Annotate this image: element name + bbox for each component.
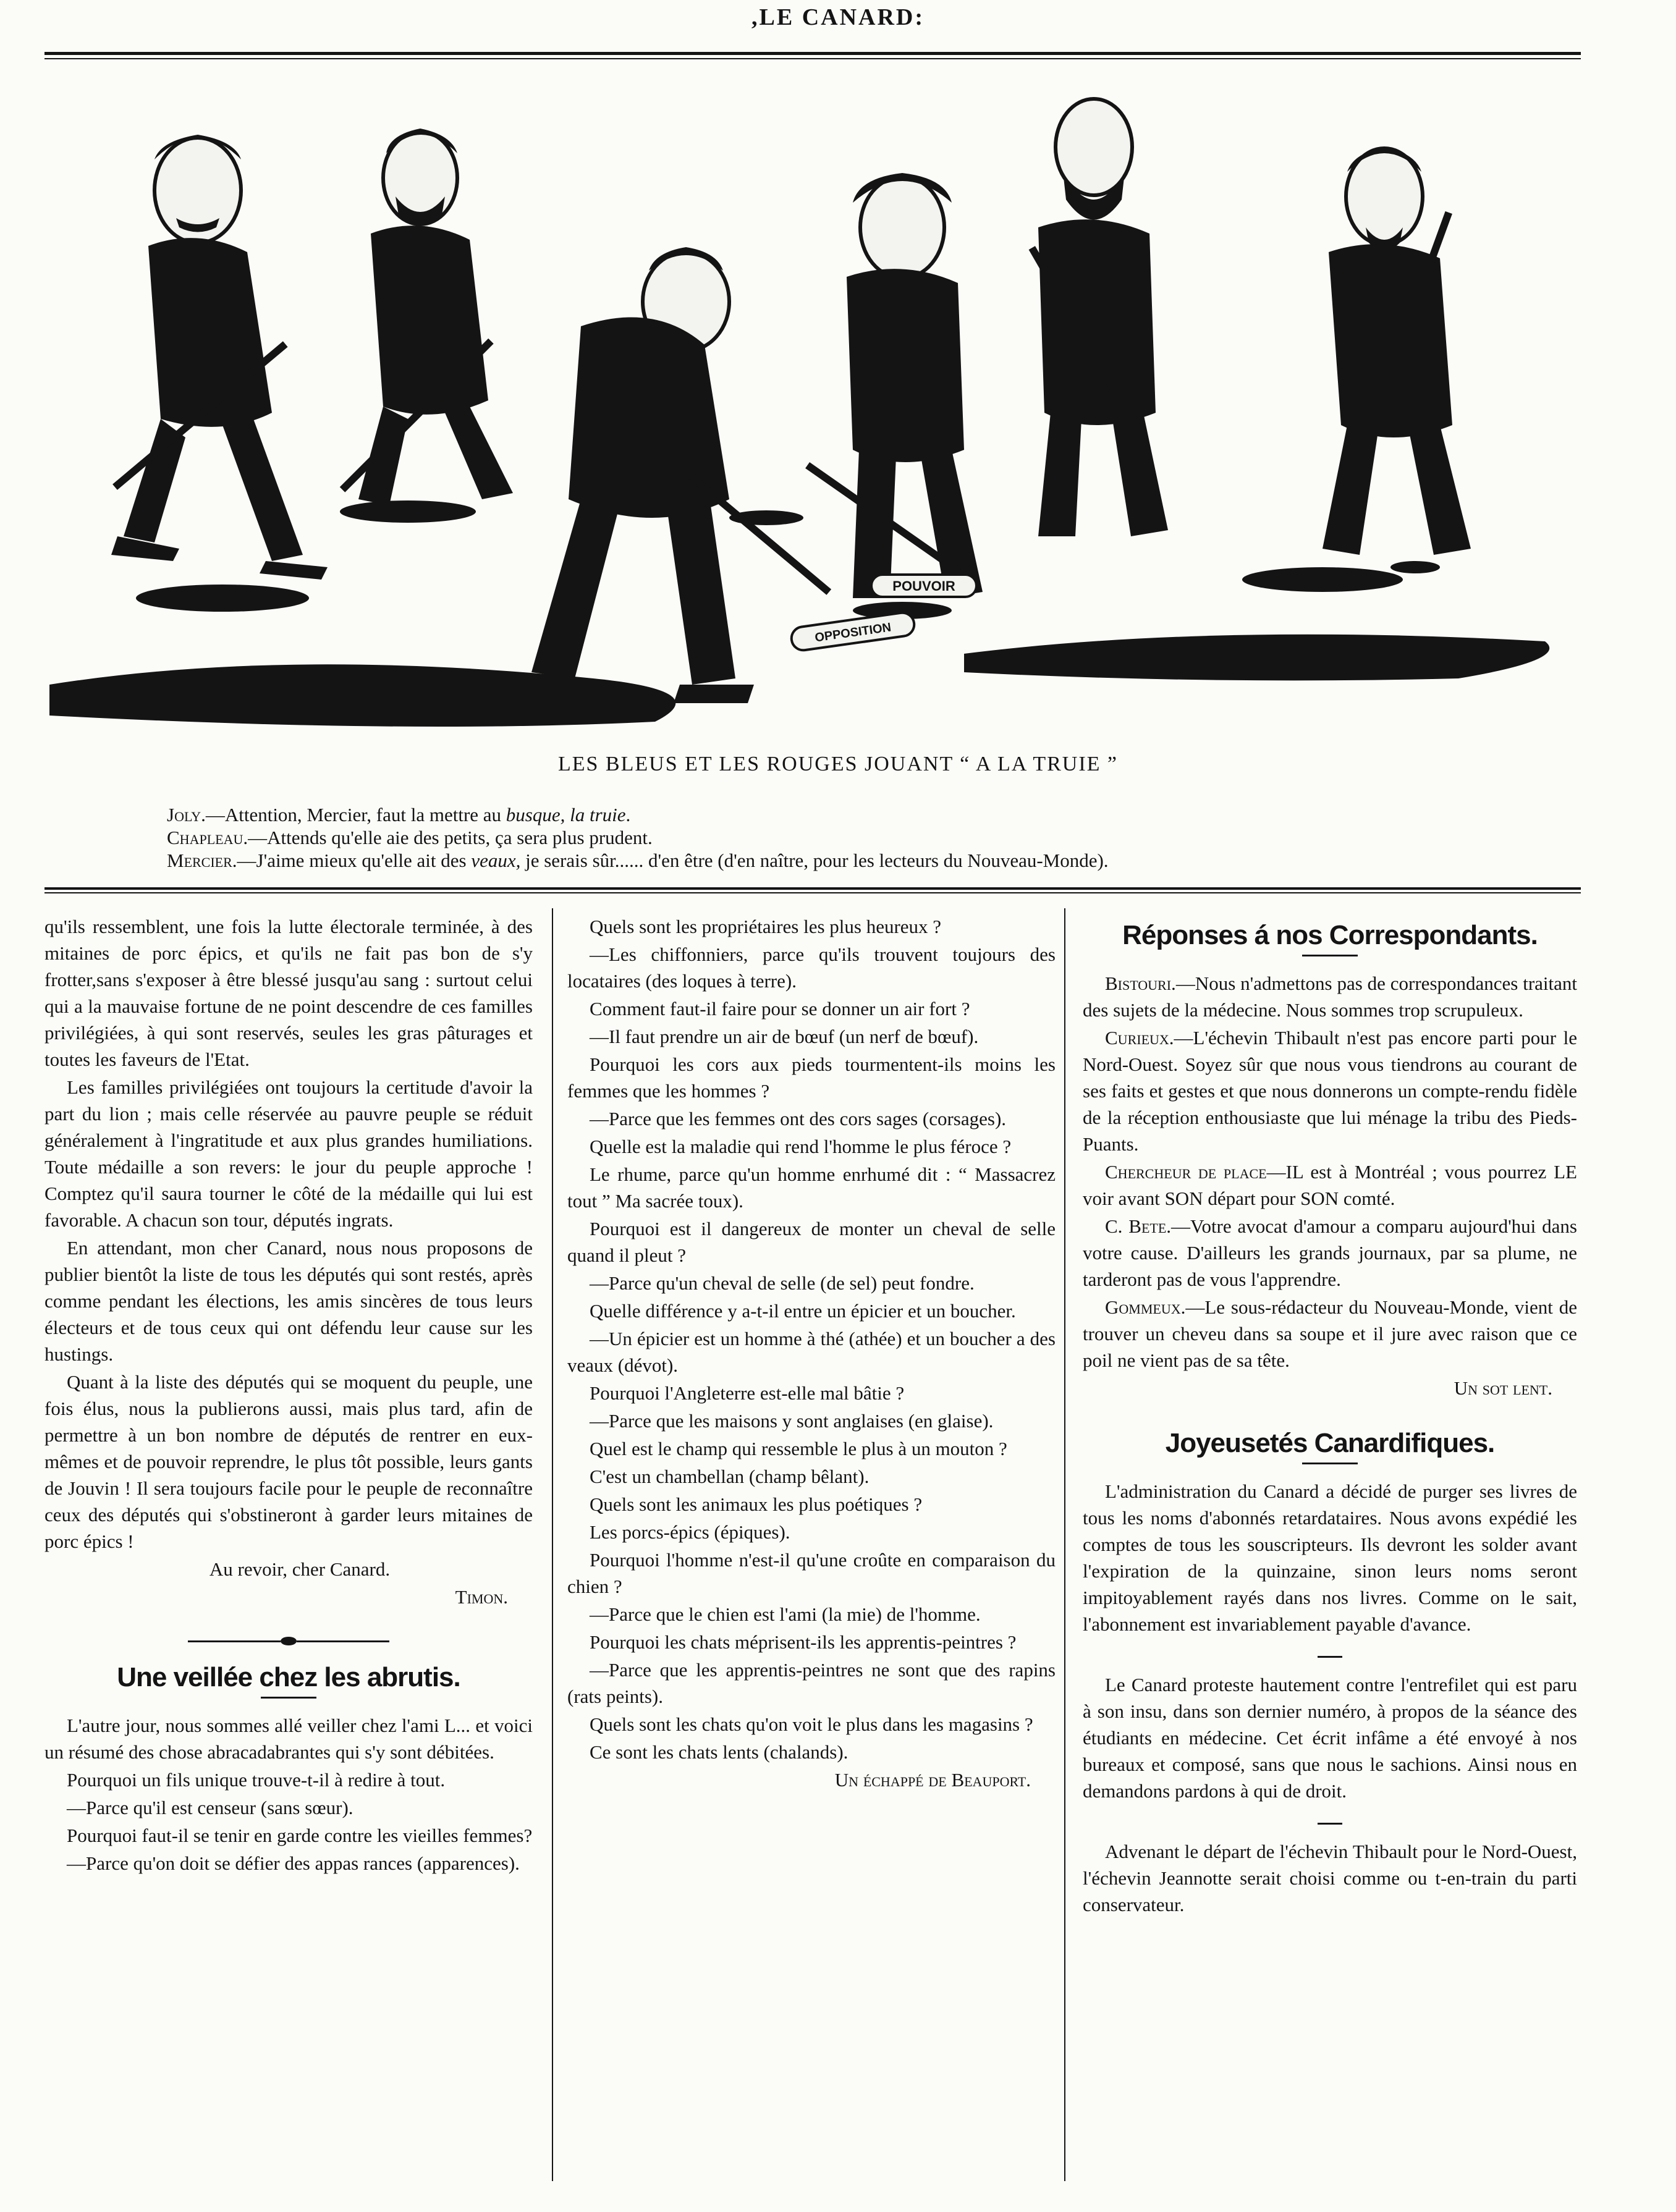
correspondent-name: Bistouri. xyxy=(1105,973,1176,994)
paragraph: Quant à la liste des députés qui se moquent du peuple, une fois élus, nous la publierons aussi, mais plus tard, afin de permettre à un bon nombre de députés de rentrer en eux-mêmes et de pouvoir reprendre, le plus tôt possible, leurs gants de Jouvin ! Il sera toujours facile pour le peuple de reconnaître ceux des députés qui s'obstineront à garder leurs mitaines de porc épics ! xyxy=(44,1371,533,1552)
section-title-joyeusetes: Joyeusetés Canardifiques. xyxy=(1165,1428,1495,1458)
section-rule-thick xyxy=(44,887,1581,890)
paragraph: Pourquoi les cors aux pieds tourmentent-ils moins les femmes que les hommes ? xyxy=(567,1053,1056,1102)
figure-5 xyxy=(1029,99,1168,536)
column-divider-2 xyxy=(1064,908,1065,2181)
paragraph: L'autre jour, nous sommes allé veiller chez l'ami L... et voici un résumé des chose abracadabrantes qui s'y sont débitées. xyxy=(44,1715,533,1763)
speaker: Mercier. xyxy=(167,850,237,871)
paragraph: qu'ils ressemblent, une fois la lutte électorale terminée, à des mitaines de porc épics, et qu'ils ne fait pas bon de s'y frotter,sans s'exposer à être blessé jusqu'au sang : surtout celui qui a la mauvaise fortune de ne point descendre de ces familles privilégiées, à qui sont reservés, seules les gras pâturages et toutes les faveurs de l'Etat. xyxy=(44,916,533,1070)
figure-6 xyxy=(1323,147,1471,555)
short-rule xyxy=(1318,1656,1342,1658)
dialogue-tail: je serais sûr...... d'en être (d'en naître, pour les lecteurs du Nouveau-Monde). xyxy=(520,850,1109,871)
cartoon-caption: LES BLEUS ET LES ROUGES JOUANT “ A LA TRUIE ” xyxy=(557,753,1119,775)
answer xyxy=(1083,1294,1577,1374)
answer-text: —Nous n'admettons pas de correspondances traitant des sujets de la médecine. Nous sommes trop scrupuleux. xyxy=(1083,973,1577,1021)
paragraph: Quels sont les animaux les plus poétiques ? xyxy=(590,1493,923,1515)
paragraph: Pourquoi est il dangereux de monter un cheval de selle quand il pleut ? xyxy=(567,1218,1056,1266)
masthead-rule-thin xyxy=(44,58,1581,59)
paragraph: —Parce que le chien est l'ami (la mie) de l'homme. xyxy=(590,1603,981,1625)
column-divider-1 xyxy=(552,908,553,2181)
ornament-divider xyxy=(44,1626,533,1653)
paragraph: Les porcs-épics (épiques). xyxy=(590,1521,790,1543)
paragraph: C'est un chambellan (champ bêlant). xyxy=(590,1466,870,1487)
answer xyxy=(1083,1213,1577,1293)
dialogue-em: busque, la truie xyxy=(506,804,626,825)
figure-4 xyxy=(805,173,983,598)
short-rule xyxy=(1302,955,1358,956)
short-rule xyxy=(1302,1463,1358,1464)
dialogue-em: veaux, xyxy=(471,850,521,871)
dialogue-line xyxy=(167,826,1526,849)
paragraph: —Parce que les apprentis-peintres ne sont que des rapins (rats peints). xyxy=(567,1659,1056,1707)
signature-timon: Timon. xyxy=(455,1586,508,1608)
paragraph: —Parce qu'on doit se défier des appas rances (apparences). xyxy=(67,1852,520,1874)
paragraph: Les familles privilégiées ont toujours la certitude d'avoir la part du lion ; mais celle réservée au pauvre peuple se réduit généralement à l'ingratitude et aux plus grandes humiliations. Toute médaille a son revers: le jour du peuple approche ! Comptez qu'il saura tourner le côté de la médaille qui lui est favorable. A chacun son tour, députés ingrats. xyxy=(44,1076,533,1231)
paragraph: Quel est le champ qui ressemble le plus à un mouton ? xyxy=(590,1438,1007,1459)
note: Advenant le départ de l'échevin Thibault pour le Nord-Ouest, l'échevin Jeannotte serait choisi comme ou t-en-train du parti conservateur. xyxy=(1083,1841,1577,1915)
caption-dialogue xyxy=(167,803,1526,872)
puck-label-pouvoir: POUVOIR xyxy=(892,578,955,594)
note: L'administration du Canard a décidé de purger ses livres de tous les noms d'abonnés retardataires. Nous avons expédié les comptes de tous les souscripteurs. Ils devront les solder avant l'expiration de la quinzaine, sinon leurs noms seront impitoyablement rayés dans nos livres. Comme on le sait, l'abonnement est invariablement payable d'avance. xyxy=(1083,1480,1577,1635)
paragraph: —Parce que les maisons y sont anglaises (en glaise). xyxy=(590,1410,994,1432)
puck-pouvoir xyxy=(871,575,976,597)
short-rule xyxy=(261,1697,316,1699)
answer xyxy=(1083,970,1577,1023)
paragraph: Le rhume, parce qu'un homme enrhumé dit : “ Massacrez tout ” Ma sacrée toux). xyxy=(567,1163,1056,1212)
answer xyxy=(1083,1159,1577,1212)
short-rule xyxy=(1318,1823,1342,1825)
paragraph: Pourquoi un fils unique trouve-t-il à redire à tout. xyxy=(67,1769,446,1791)
speaker: Chapleau. xyxy=(167,827,248,848)
puck-label-opposition: OPPOSITION xyxy=(814,620,892,645)
correspondent-name: Gommeux. xyxy=(1105,1296,1186,1318)
dialogue-text: —Attends qu'elle aie des petits, ça sera plus prudent. xyxy=(248,827,653,848)
cartoon-illustration xyxy=(37,67,1588,734)
section-title-veillee: Une veillée chez les abrutis. xyxy=(117,1662,460,1692)
answer-text: —L'échevin Thibault n'est pas encore parti pour le Nord-Ouest. Soyez sûr que nous vous tiendrons au courant de ses faits et gestes et que nous donnerons un compte-rendu fidèle de la réception enthousiaste que lui ménage la tribu des Pieds-Puants. xyxy=(1083,1027,1577,1155)
paragraph: Quelle différence y a-t-il entre un épicier et un boucher. xyxy=(590,1300,1016,1322)
correspondent-name: Chercheur de place xyxy=(1105,1161,1267,1183)
paragraph: Comment faut-il faire pour se donner un air fort ? xyxy=(590,998,970,1019)
speaker: Joly. xyxy=(167,804,206,825)
section-rule-thin xyxy=(44,892,1581,893)
paragraph: Quels sont les chats qu'on voit le plus dans les magasins ? xyxy=(590,1713,1033,1735)
answer-text: —IL est à Montréal ; vous pourrez LE voir avant SON départ pour SON comté. xyxy=(1083,1161,1577,1209)
paragraph: Quelle est la maladie qui rend l'homme le plus féroce ? xyxy=(590,1136,1012,1157)
column-3 xyxy=(1083,913,1577,1919)
paragraph: —Il faut prendre un air de bœuf (un nerf de bœuf). xyxy=(590,1026,979,1047)
section-title-reponses: Réponses á nos Correspondants. xyxy=(1122,920,1538,950)
paragraph: —Un épicier est un homme à thé (athée) et un boucher a des veaux (dévot). xyxy=(567,1328,1056,1376)
masthead: ,LE CANARD: xyxy=(751,4,925,30)
puck-opposition xyxy=(790,611,915,651)
dialogue-tail: . xyxy=(625,804,631,825)
closing-line: Au revoir, cher Canard. xyxy=(209,1558,391,1580)
paragraph: En attendant, mon cher Canard, nous nous proposons de publier bientôt la liste de tous les députés qui sont restés, après comme pendant les élections, les amis sincères de tous leurs électeurs et de tous ceux qui ont défendu leur cause sur les hustings. xyxy=(44,1237,533,1365)
signature-sot-lent: Un sot lent. xyxy=(1454,1377,1552,1399)
paragraph: Ce sont les chats lents (chalands). xyxy=(590,1741,849,1763)
column-1 xyxy=(44,913,533,1878)
signature-beauport: Un échappé de Beauport. xyxy=(834,1769,1031,1791)
masthead-rule-thick xyxy=(44,52,1581,55)
paragraph: Pourquoi les chats méprisent-ils les apprentis-peintres ? xyxy=(590,1631,1017,1653)
dialogue-text: —Attention, Mercier, faut la mettre au xyxy=(205,804,506,825)
answer xyxy=(1083,1024,1577,1157)
correspondent-name: C. Bete. xyxy=(1105,1215,1172,1237)
paragraph: Quels sont les propriétaires les plus heureux ? xyxy=(590,916,942,937)
paragraph: —Parce que les femmes ont des cors sages (corsages). xyxy=(590,1108,1007,1129)
column-2 xyxy=(567,913,1056,1794)
answer-text: —Votre avocat d'amour a comparu aujourd'hui dans votre cause. D'ailleurs les grands journaux, par sa plume, ne tarderont pas de vous l'apprendre. xyxy=(1083,1215,1577,1290)
paragraph: —Les chiffonniers, parce qu'ils trouvent toujours des locataires (des loques à terre). xyxy=(567,943,1056,992)
answer-text: —Le sous-rédacteur du Nouveau-Monde, vient de trouver un cheveu dans sa soupe et il jure avec raison que ce poil ne vient pas de sa tête. xyxy=(1083,1296,1577,1371)
figure-2 xyxy=(340,129,513,505)
paragraph: Pourquoi l'Angleterre est-elle mal bâtie ? xyxy=(590,1382,905,1404)
dialogue-line xyxy=(167,849,1526,872)
paragraph: Pourquoi l'homme n'est-il qu'une croûte en comparaison du chien ? xyxy=(567,1549,1056,1597)
paragraph: Pourquoi faut-il se tenir en garde contre les vieilles femmes? xyxy=(67,1825,533,1846)
paragraph: —Parce qu'un cheval de selle (de sel) peut fondre. xyxy=(590,1272,975,1294)
figure-1 xyxy=(111,135,328,580)
dialogue-text: —J'aime mieux qu'elle ait des xyxy=(237,850,472,871)
note: Le Canard proteste hautement contre l'entrefilet qui est paru à son insu, dans son dernier numéro, à propos de la séance des étudiants en médecine. Cet écrit infâme a été envoyé à nos bureaux et composé, sans que nous le sachions. Ainsi nous en demandons pardons à qui de droit. xyxy=(1083,1674,1577,1802)
paragraph: —Parce qu'il est censeur (sans sœur). xyxy=(67,1797,353,1818)
figure-3 xyxy=(513,247,831,703)
correspondent-name: Curieux. xyxy=(1105,1027,1174,1049)
dialogue-line xyxy=(167,803,1526,826)
